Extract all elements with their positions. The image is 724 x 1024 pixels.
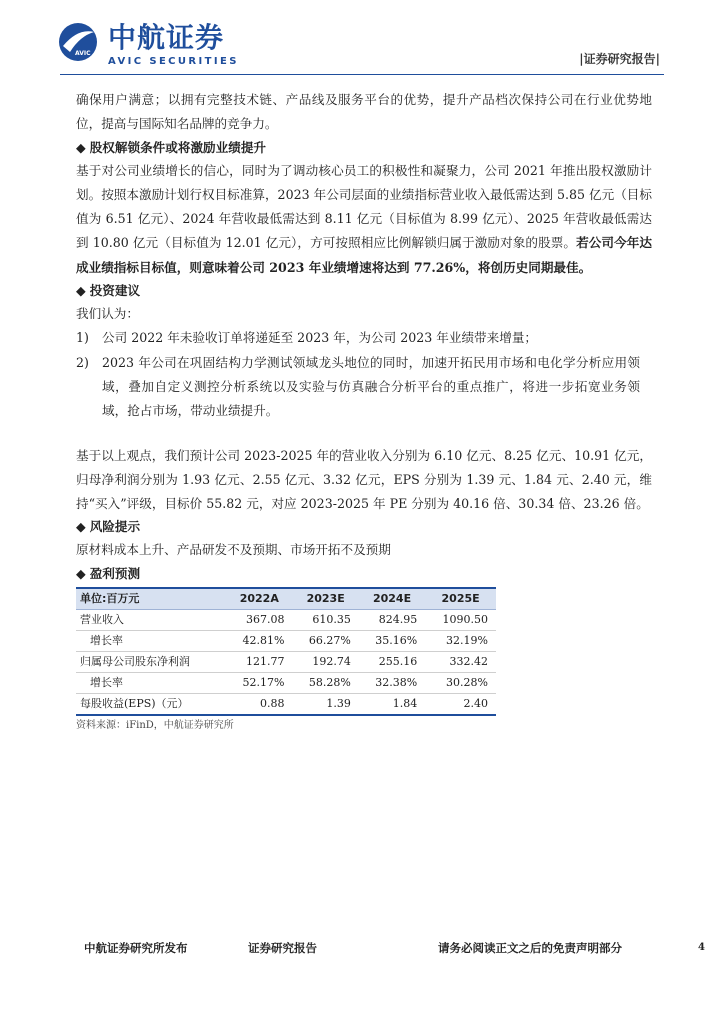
section-heading-text: 风险提示 <box>89 519 141 535</box>
svg-text:AVIC: AVIC <box>75 50 91 57</box>
table-row <box>76 630 496 651</box>
list-item-number: 2) <box>76 354 89 370</box>
table-row <box>76 651 496 672</box>
table-cell: 0.88 <box>226 693 292 715</box>
table-header-cell: 2022A <box>226 588 292 610</box>
page-footer <box>0 934 724 964</box>
table-source-note: 资料来源：iFinD，中航证券研究所 <box>76 719 234 731</box>
list-item-text: 公司 2022 年未验收订单将递延至 2023 年，为公司 2023 年业绩带来增量； <box>102 330 538 346</box>
table-cell: 192.74 <box>292 651 358 672</box>
table-row <box>76 609 496 630</box>
section-heading-text: 盈利预测 <box>89 565 141 581</box>
diamond-bullet-icon: ◆ <box>76 139 86 155</box>
diamond-bullet-icon: ◆ <box>76 283 86 299</box>
table-cell: 2.40 <box>425 693 496 715</box>
section-heading-text: 股权解锁条件或将激励业绩提升 <box>89 139 266 155</box>
table-row-label: 营业收入 <box>76 609 226 630</box>
table-cell: 32.38% <box>359 672 425 693</box>
table-header-cell: 2023E <box>292 588 358 610</box>
table-row-label: 增长率 <box>76 672 226 693</box>
avic-logo-icon <box>58 22 98 62</box>
table-row-label: 归属母公司股东净利润 <box>76 651 226 672</box>
paragraph-equity-incentive <box>76 159 652 280</box>
table-header-cell: 单位:百万元 <box>76 588 226 610</box>
table-header-cell: 2024E <box>359 588 425 610</box>
diamond-bullet-icon: ◆ <box>76 565 86 581</box>
table-cell: 35.16% <box>359 630 425 651</box>
document-type-label: |证券研究报告| <box>579 52 660 66</box>
table-cell: 66.27% <box>292 630 358 651</box>
table-cell: 58.28% <box>292 672 358 693</box>
table-cell: 610.35 <box>292 609 358 630</box>
section-heading-risk <box>76 516 652 538</box>
table-cell: 121.77 <box>226 651 292 672</box>
report-body <box>76 88 652 734</box>
paragraph-forecast-conclusion: 基于以上观点，我们预计公司 2023-2025 年的营业收入分别为 6.10 亿元、8.25 亿元、10.91 亿元，归母净利润分别为 1.93 亿元、2.55 亿元、3.32 亿元，EPS 分别为 1.39 元、1.84 元、2.40 元，维持“买入”评级，目标价 55.82 元，对应 2023-2025 年 PE 分别为 40.16 倍、30.34 倍、23.26 倍。 <box>76 447 652 512</box>
table-row-label: 每股收益(EPS)（元） <box>76 693 226 715</box>
footer-disclaimer-note: 请务必阅读正文之后的免责声明部分 <box>438 941 622 955</box>
table-row <box>76 672 496 693</box>
header-divider <box>60 74 664 75</box>
footer-doc-type: 证券研究报告 <box>248 941 317 955</box>
equity-incentive-highlight: 若公司今年达成业绩指标目标值，则意味着公司 2023 年业绩增速将达到 77.26%，将创历史同期最佳。 <box>76 235 652 275</box>
paragraph-risk: 原材料成本上升、产品研发不及预期、市场开拓不及预期 <box>76 542 391 558</box>
table-cell: 255.16 <box>359 651 425 672</box>
list-item <box>76 326 652 350</box>
list-item-number: 1) <box>76 330 89 346</box>
table-cell: 1090.50 <box>425 609 496 630</box>
section-heading-text: 投资建议 <box>89 283 141 299</box>
section-heading-forecast <box>76 563 652 585</box>
table-cell: 32.19% <box>425 630 496 651</box>
table-cell: 332.42 <box>425 651 496 672</box>
table-header-row <box>76 588 496 610</box>
list-item <box>76 351 652 424</box>
diamond-bullet-icon: ◆ <box>76 519 86 535</box>
page-header <box>0 0 724 80</box>
page-number: 4 <box>698 942 705 953</box>
table-cell: 52.17% <box>226 672 292 693</box>
earnings-forecast-table <box>76 587 496 716</box>
logo-chinese-name: 中航证券 <box>108 21 225 54</box>
table-cell: 30.28% <box>425 672 496 693</box>
logo-english-name: AVIC SECURITIES <box>108 56 239 67</box>
section-heading-invest <box>76 280 652 302</box>
table-cell: 1.84 <box>359 693 425 715</box>
table-row <box>76 693 496 715</box>
paragraph-we-think: 我们认为： <box>76 306 139 322</box>
spacer <box>76 424 652 444</box>
list-item-text: 2023 年公司在巩固结构力学测试领域龙头地位的同时，加速开拓民用市场和电化学分析应用领域，叠加自定义测控分析系统以及实验与仿真融合分析平台的重点推广，将进一步拓宽业务领域，抢占市场，带动业绩提升。 <box>102 354 640 419</box>
equity-incentive-text: 基于对公司业绩增长的信心，同时为了调动核心员工的积极性和凝聚力，公司 2021 年推出股权激励计划。按照本激励计划行权目标准算，2023 年公司层面的业绩指标营业收入最低需达到 5.85 亿元（目标值为 6.51 亿元）、2024 年营收最低需达到 8.11 亿元（目标值为 8.99 亿元）、2025 年营收最低需达到 10.80 亿元（目标值为 12.01 亿元），方可按照相应比例解锁归属于激励对象的股票。 <box>76 162 652 251</box>
table-header-cell: 2025E <box>425 588 496 610</box>
table-cell: 367.08 <box>226 609 292 630</box>
table-cell: 1.39 <box>292 693 358 715</box>
table-cell: 42.81% <box>226 630 292 651</box>
paragraph-product-advantage: 确保用户满意；以拥有完整技术链、产品线及服务平台的优势，提升产品档次保持公司在行业优势地位，提高与国际知名品牌的竞争力。 <box>76 92 652 132</box>
section-heading-equity <box>76 137 652 159</box>
footer-publisher: 中航证券研究所发布 <box>84 941 188 955</box>
company-logo <box>58 20 248 70</box>
table-cell: 824.95 <box>359 609 425 630</box>
table-row-label: 增长率 <box>76 630 226 651</box>
